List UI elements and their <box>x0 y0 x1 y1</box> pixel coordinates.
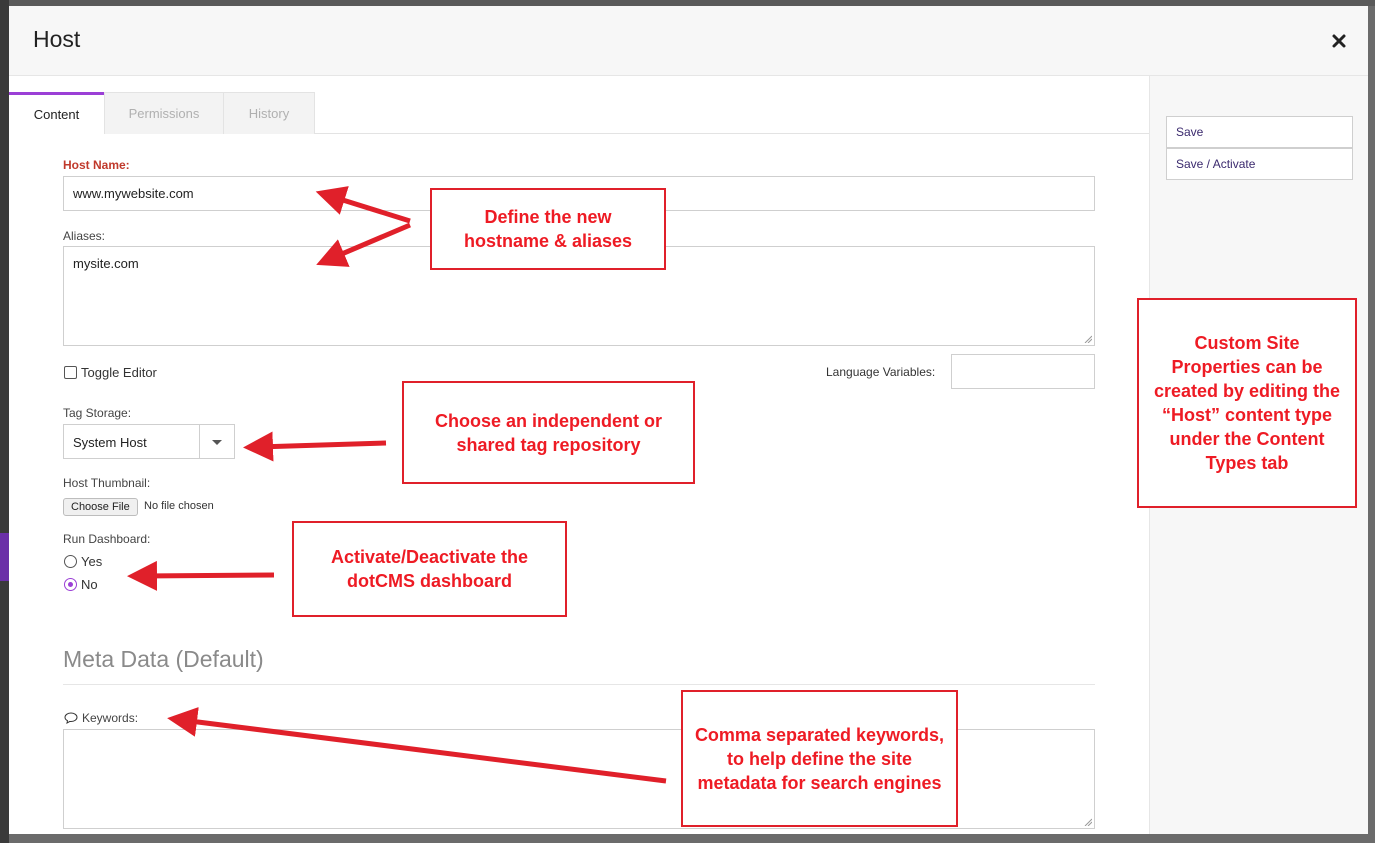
host-thumbnail-label: Host Thumbnail: <box>63 476 151 490</box>
tab-content[interactable]: Content <box>9 92 104 134</box>
run-dashboard-no-radio[interactable] <box>64 578 77 591</box>
tag-storage-select[interactable] <box>63 424 235 459</box>
close-button[interactable] <box>1330 32 1348 50</box>
run-dashboard-yes-radio[interactable] <box>64 555 77 568</box>
callout-dashboard: Activate/Deactivate the dotCMS dashboard <box>292 521 567 617</box>
tab-permissions[interactable]: Permissions <box>104 92 224 134</box>
save-activate-button[interactable]: Save / Activate <box>1166 148 1353 180</box>
resize-grip-icon[interactable] <box>1084 818 1092 826</box>
callout-tag-repository: Choose an independent or shared tag repository <box>402 381 695 484</box>
choose-file-button[interactable]: Choose File <box>63 498 138 516</box>
close-icon <box>1330 32 1348 50</box>
save-button[interactable]: Save <box>1166 116 1353 148</box>
modal-header <box>9 6 1368 76</box>
meta-data-section-title: Meta Data (Default) <box>63 646 264 672</box>
run-dashboard-no-label: No <box>81 577 98 592</box>
tag-storage-label: Tag Storage: <box>63 406 132 420</box>
keywords-label: Keywords: <box>82 711 139 725</box>
callout-keywords: Comma separated keywords, to help define the site metadata for search engines <box>681 690 958 827</box>
host-name-label: Host Name: <box>63 158 130 172</box>
run-dashboard-yes-label: Yes <box>81 554 103 569</box>
run-dashboard-label: Run Dashboard: <box>63 532 151 546</box>
callout-custom-properties: Custom Site Properties can be created by editing the “Host” content type under the Content Types tab <box>1137 298 1357 508</box>
tab-history[interactable]: History <box>223 92 315 134</box>
language-variables-label: Language Variables: <box>826 365 936 379</box>
speech-bubble-icon <box>64 712 78 724</box>
tab-bar <box>9 92 1149 134</box>
background-app-sidebar <box>0 0 9 843</box>
meta-data-divider <box>63 684 1095 685</box>
resize-grip-icon[interactable] <box>1084 335 1092 343</box>
aliases-value: mysite.com <box>73 256 139 271</box>
host-name-input[interactable]: www.mywebsite.com <box>63 176 1095 211</box>
background-app-active-item <box>0 533 9 581</box>
callout-hostname: Define the new hostname & aliases <box>430 188 666 270</box>
modal-title: Host <box>33 26 81 52</box>
no-file-text: No file chosen <box>144 500 214 512</box>
caret-down-icon[interactable] <box>199 425 234 458</box>
language-variables-input[interactable] <box>951 354 1095 389</box>
tag-storage-value: System Host <box>73 435 147 450</box>
aliases-label: Aliases: <box>63 229 106 243</box>
toggle-editor-checkbox[interactable] <box>64 366 77 379</box>
toggle-editor-label: Toggle Editor <box>81 365 157 380</box>
